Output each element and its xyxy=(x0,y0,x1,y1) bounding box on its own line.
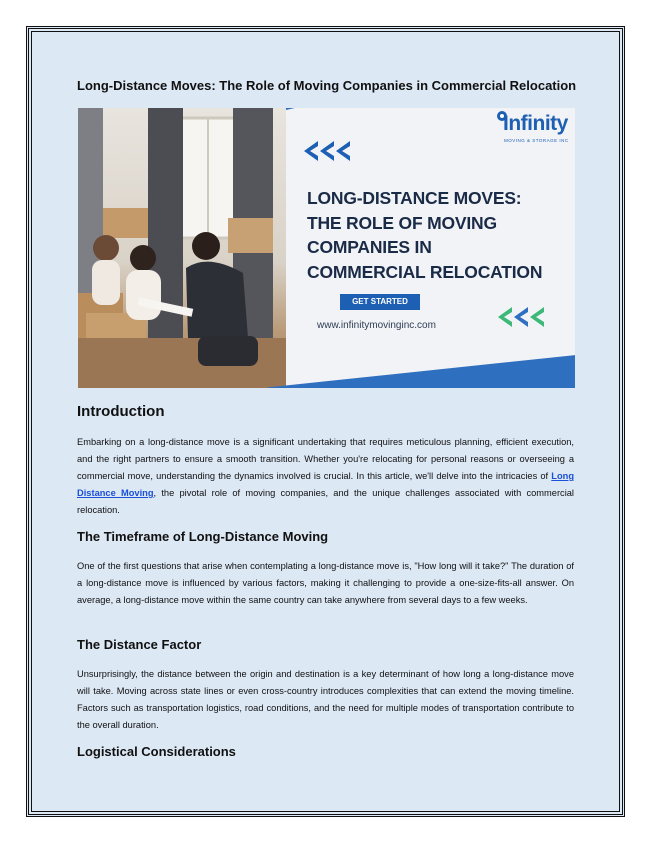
hero-banner xyxy=(78,108,575,388)
family-moving-photo xyxy=(78,108,286,388)
headline-line-4: COMMERCIAL RELOCATION xyxy=(307,261,543,282)
accent-stripe-top xyxy=(286,108,575,110)
banner-headline xyxy=(307,186,567,284)
green-arrows-icon xyxy=(494,304,550,330)
logo-tagline: MOVING & STORAGE INC xyxy=(504,138,569,143)
blue-arrows-icon xyxy=(300,138,356,164)
heading-timeframe: The Timeframe of Long-Distance Moving xyxy=(77,529,329,544)
intro-text-end: , the pivotal role of moving companies, and the unique challenges associated with commercial relocation. xyxy=(77,488,574,515)
infinity-logo: Infinity xyxy=(503,112,568,135)
heading-logistical-considerations: Logistical Considerations xyxy=(77,744,236,759)
document-title: Long-Distance Moves: The Role of Moving Companies in Commercial Relocation xyxy=(77,78,577,93)
headline-line-1: LONG-DISTANCE MOVES: xyxy=(307,188,522,208)
intro-text-start: Embarking on a long-distance move is a significant undertaking that requires meticulous planning, efficient execution, and the right partners to ensure a smooth transition. Whether you're relocating for personal reasons or overseeing a commercial move, understanding the dynamics involved is crucial. In this article, we'll delve into the intricacies of xyxy=(77,437,574,481)
headline-line-2: THE ROLE OF MOVING xyxy=(307,212,497,233)
heading-distance-factor: The Distance Factor xyxy=(77,637,202,652)
paragraph-timeframe: One of the first questions that arise when contemplating a long-distance move is, "How long will it take?" The duration of a long-distance move is influenced by various factors, making it challenging to provide a one-size-fits-all answer. On average, a long-distance move within the same country can take anywhere from several days to a few weeks. xyxy=(77,561,574,605)
paragraph-introduction xyxy=(77,434,574,519)
headline-line-3: COMPANIES IN xyxy=(307,237,432,257)
paragraph-distance-factor: Unsurprisingly, the distance between the origin and destination is a key determinant of how long a long-distance move will take. Moving across state lines or even cross-country introduces complexities that can extend the moving timeline. Factors such as transportation logistics, road conditions, and the need for multiple modes of transportation contribute to the overall duration. xyxy=(77,669,574,730)
heading-introduction: Introduction xyxy=(77,403,165,420)
banner-url: www.infinitymovinginc.com xyxy=(317,320,436,331)
accent-stripe-bottom xyxy=(268,353,575,388)
get-started-button[interactable]: GET STARTED xyxy=(340,294,420,310)
long-distance-moving-link[interactable]: Long Distance Moving xyxy=(77,471,574,498)
